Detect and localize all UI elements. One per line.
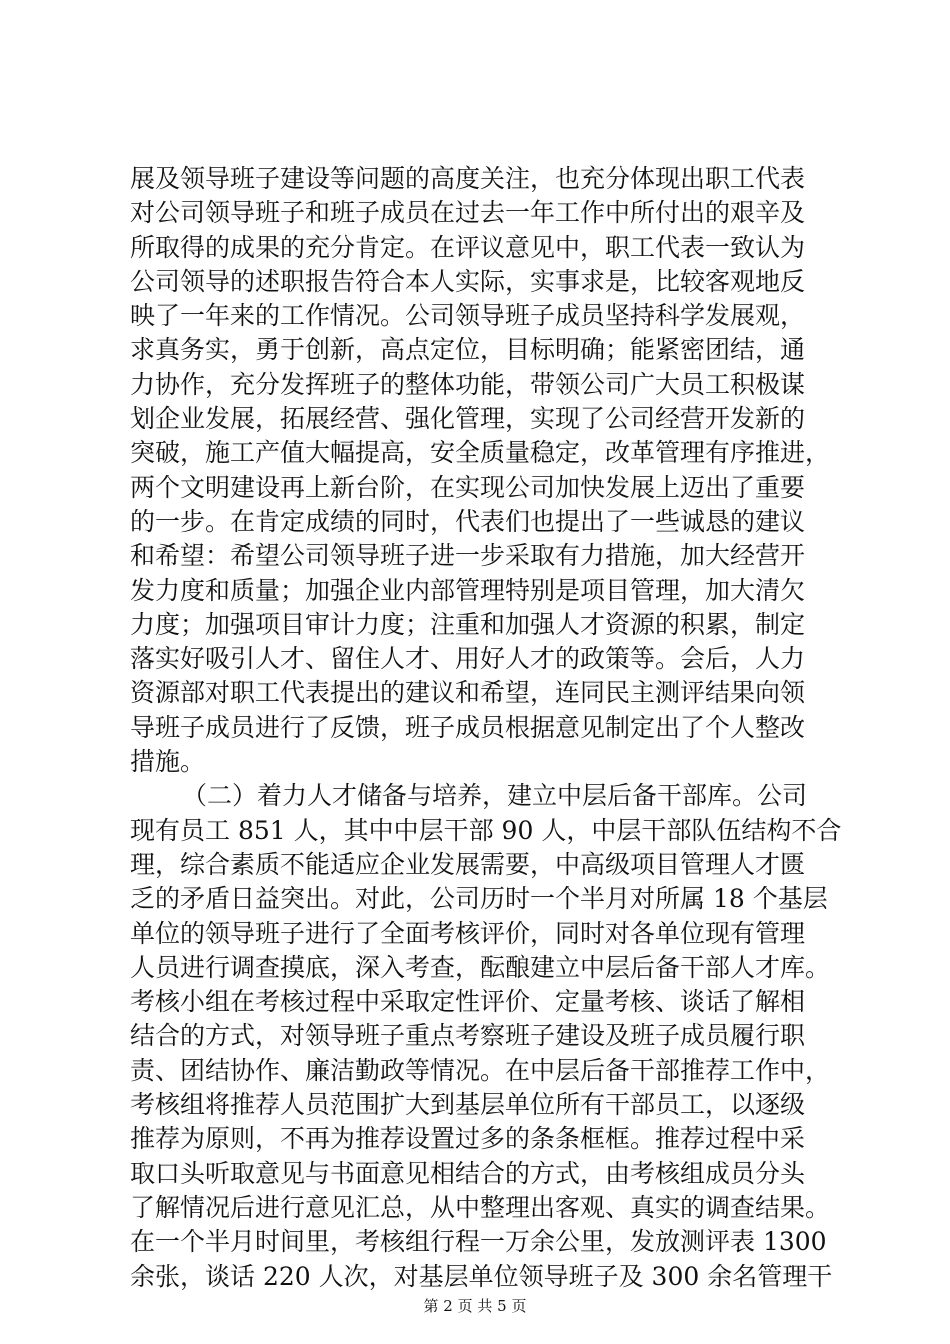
text-line: 的一步。在肯定成绩的同时，代表们也提出了一些诚恳的建议	[130, 506, 806, 536]
text-line: 落实好吸引人才、留住人才、用好人才的政策等。会后，人力	[130, 644, 806, 674]
text-line: 人员进行调查摸底，深入考查，酝酿建立中层后备干部人才库。	[130, 952, 831, 982]
text-line: 力度；加强项目审计力度；注重和加强人才资源的积累，制定	[130, 609, 806, 639]
text-line: 考核小组在考核过程中采取定性评价、定量考核、谈话了解相	[130, 987, 806, 1017]
document-body	[130, 162, 842, 1294]
text-line: 措施。	[130, 747, 206, 777]
text-line: 和希望：希望公司领导班子进一步采取有力措施，加大经营开	[130, 541, 806, 571]
text-line: 责、团结协作、廉洁勤政等情况。在中层后备干部推荐工作中，	[130, 1055, 831, 1085]
text-line: 两个文明建设再上新台阶，在实现公司加快发展上迈出了重要	[130, 472, 806, 502]
text-line: 资源部对职工代表提出的建议和希望，连同民主测评结果向领	[130, 678, 806, 708]
text-line: 力协作，充分发挥班子的整体功能，带领公司广大员工积极谋	[130, 369, 806, 399]
text-line: 余张，谈话 220 人次，对基层单位领导班子及 300 余名管理干	[130, 1261, 833, 1291]
text-line: 推荐为原则，不再为推荐设置过多的条条框框。推荐过程中采	[130, 1124, 806, 1154]
text-line: 对公司领导班子和班子成员在过去一年工作中所付出的艰辛及	[130, 198, 806, 228]
text-line: 导班子成员进行了反馈，班子成员根据意见制定出了个人整改	[130, 712, 806, 742]
text-line: 了解情况后进行意见汇总，从中整理出客观、真实的调查结果。	[130, 1192, 831, 1222]
text-line: 现有员工 851 人，其中中层干部 90 人，中层干部队伍结构不合	[130, 815, 842, 845]
section-heading-line: （二）着力人才储备与培养，建立中层后备干部库。公司	[182, 781, 808, 811]
text-line: 发力度和质量；加强企业内部管理特别是项目管理，加大清欠	[130, 575, 806, 605]
text-line: 公司领导的述职报告符合本人实际，实事求是，比较客观地反	[130, 266, 806, 296]
text-line: 考核组将推荐人员范围扩大到基层单位所有干部员工，以逐级	[130, 1090, 806, 1120]
text-line: 所取得的成果的充分肯定。在评议意见中，职工代表一致认为	[130, 232, 806, 262]
text-line: 乏的矛盾日益突出。对此，公司历时一个半月对所属 18 个基层	[130, 884, 828, 914]
text-line: 展及领导班子建设等问题的高度关注，也充分体现出职工代表	[130, 164, 806, 193]
text-line: 划企业发展，拓展经营、强化管理，实现了公司经营开发新的	[130, 404, 806, 434]
text-line: 单位的领导班子进行了全面考核评价，同时对各单位现有管理	[130, 918, 806, 948]
text-line: 在一个半月时间里，考核组行程一万余公里，发放测评表 1300	[130, 1227, 827, 1257]
text-line: 取口头听取意见与书面意见相结合的方式，由考核组成员分头	[130, 1158, 806, 1188]
text-line: 突破，施工产值大幅提高，安全质量稳定，改革管理有序推进，	[130, 438, 831, 468]
text-line: 理，综合素质不能适应企业发展需要，中高级项目管理人才匮	[130, 849, 806, 879]
text-line: 映了一年来的工作情况。公司领导班子成员坚持科学发展观，	[130, 301, 806, 331]
text-line: 求真务实，勇于创新，高点定位，目标明确；能紧密团结，通	[130, 335, 806, 365]
text-line: 结合的方式，对领导班子重点考察班子建设及班子成员履行职	[130, 1021, 806, 1051]
page-number-footer: 第 2 页 共 5 页	[423, 1297, 527, 1315]
